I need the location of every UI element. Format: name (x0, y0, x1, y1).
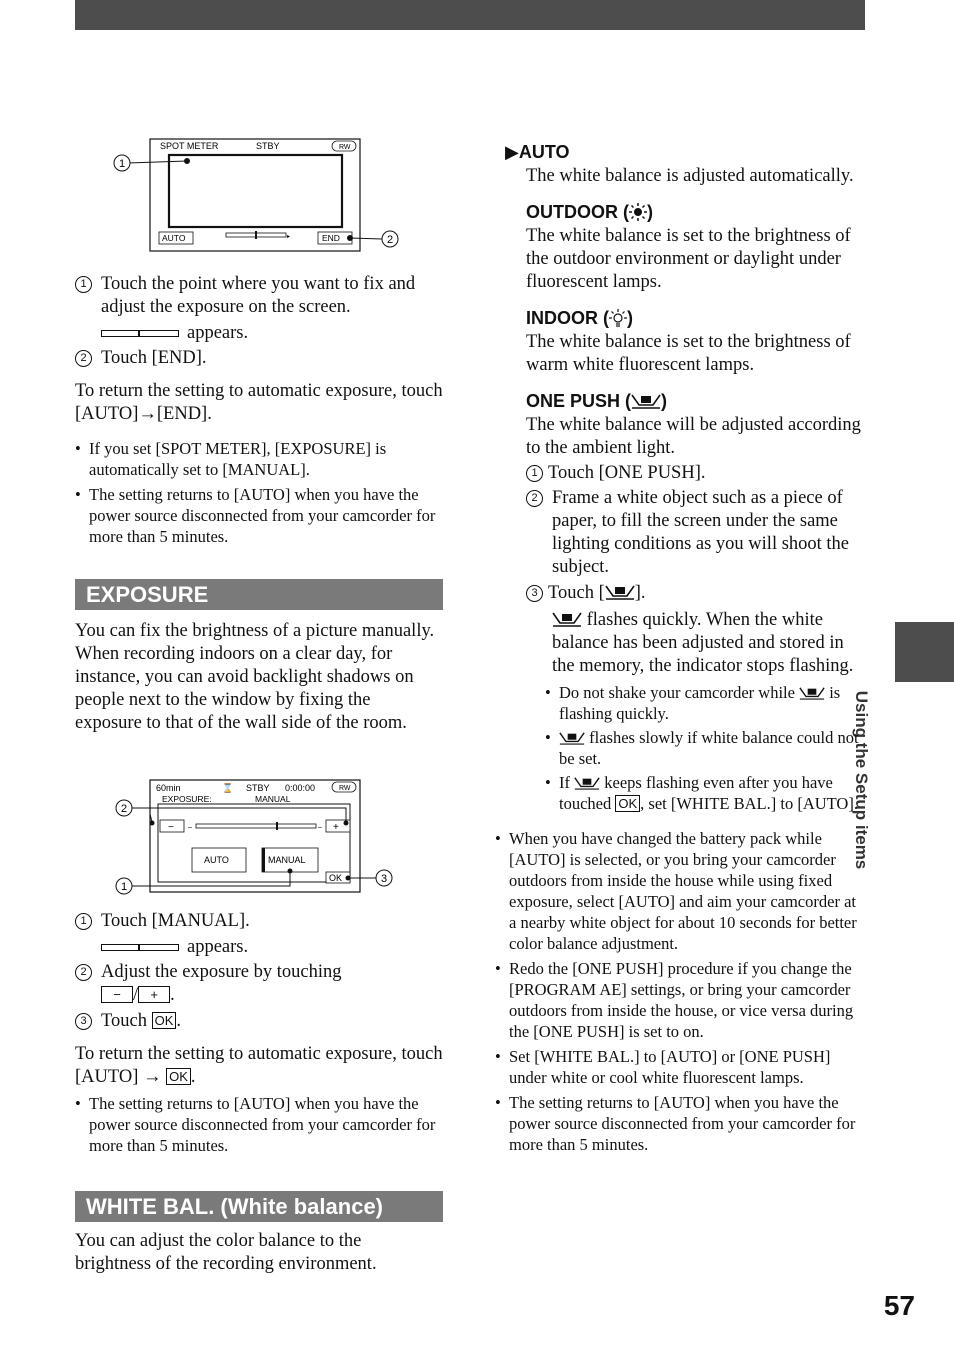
note-item: • flashes slowly if white balance could not be set. (545, 727, 867, 769)
op-step-1: 1 Touch [ONE PUSH]. (526, 462, 867, 485)
step-1 (75, 273, 445, 319)
exposure-label: EXPOSURE: (162, 794, 212, 804)
svg-text:RW: RW (339, 785, 351, 792)
svg-text:–: – (318, 824, 322, 831)
exposure-value: MANUAL (255, 794, 291, 804)
svg-text:2: 2 (120, 803, 128, 815)
step-number-icon: 1 (526, 465, 543, 482)
stby-label: STBY (256, 141, 280, 151)
auto-button[interactable] (159, 232, 193, 244)
svg-text:AUTO: AUTO (162, 233, 186, 243)
step-2 (75, 347, 445, 370)
spot-meter-screen-illustration (110, 135, 410, 255)
note-item: • The setting returns to [AUTO] when you have the power source disconnected from your camcorder for more than 5 minutes. (495, 1092, 867, 1155)
svg-text:END: END (322, 233, 340, 243)
spot-meter-steps (75, 273, 445, 547)
time-counter: 0:00:00 (285, 783, 316, 793)
ok-key: OK (615, 795, 640, 812)
svg-text:1: 1 (118, 158, 126, 170)
ok-key: OK (166, 1068, 191, 1085)
section-tab (895, 622, 954, 682)
option-auto-title: ▶AUTO (505, 142, 570, 162)
battery-indicator: 60min (156, 783, 181, 793)
step-1-appears: appears. (75, 936, 445, 959)
white-bal-intro: You can adjust the color balance to the brightness of the recording environment. (75, 1231, 377, 1274)
exposure-screen-illustration (110, 776, 410, 896)
exposure-section (75, 579, 443, 735)
step-number-icon: 2 (526, 490, 543, 507)
one-push-icon (559, 731, 585, 745)
svg-text:–: – (188, 824, 192, 831)
return-instruction: To return the setting to automatic exposure, touch [AUTO]→[END]. (75, 381, 443, 424)
note-item: • If keeps flashing even after you have touched OK , set [WHITE BAL.] to [AUTO]. (545, 772, 867, 814)
minus-button[interactable] (160, 820, 184, 833)
note-item: • If you set [SPOT METER], [EXPOSURE] is automatically set to [MANUAL]. (75, 438, 445, 480)
white-bal-section (75, 1191, 443, 1276)
stby-label: STBY (246, 783, 270, 793)
section-heading-white-bal: WHITE BAL. (White balance) (75, 1191, 443, 1222)
auto-button[interactable] (192, 848, 246, 872)
one-push-icon (574, 776, 600, 790)
page-number: 57 (883, 1290, 915, 1321)
note-item: • Redo the [ONE PUSH] procedure if you change the [PROGRAM AE] settings, or bring your camcorder outdoors from inside the house, or vice versa during the [ONE PUSH] is set to on. (495, 958, 867, 1042)
end-button[interactable] (318, 232, 352, 244)
svg-text:+: + (333, 822, 339, 833)
sun-icon (629, 203, 647, 221)
tape-icon: ⌛ (222, 783, 234, 793)
bulb-icon (609, 309, 627, 327)
section-heading-exposure: EXPOSURE (75, 579, 443, 610)
step-text: Touch [END]. (101, 348, 207, 368)
option-auto-text: The white balance is adjusted automatically. (526, 166, 854, 186)
ok-key: OK (152, 1012, 177, 1029)
header-bar (75, 0, 865, 30)
one-push-icon (799, 686, 825, 700)
white-bal-notes (495, 828, 867, 1155)
minus-key: − (101, 986, 133, 1003)
exposure-steps (75, 910, 445, 1156)
svg-text:2: 2 (386, 234, 394, 246)
note-item: • The setting returns to [AUTO] when you have the power source disconnected from your camcorder for more than 5 minutes. (75, 484, 445, 547)
op-notes (526, 682, 867, 814)
rw-badge-text: RW (339, 144, 351, 151)
return-instruction: To return the setting to automatic exposure, touch [AUTO] → OK . (75, 1044, 443, 1087)
step-1-appears: appears. (75, 322, 445, 345)
step-number-icon: 1 (75, 276, 92, 293)
step-number-icon: 2 (75, 350, 92, 367)
one-push-steps (526, 462, 867, 814)
exposure-bar-icon (101, 944, 179, 951)
step-2: 2 Adjust the exposure by touching − / + . (75, 961, 445, 1007)
note-item: • Set [WHITE BAL.] to [AUTO] or [ONE PUSH] under white or cool white fluorescent lamps. (495, 1046, 867, 1088)
step-number-icon: 3 (75, 1013, 92, 1030)
option-indoor-title: INDOOR ( ) (526, 308, 633, 328)
note-item: • When you have changed the battery pack while [AUTO] is selected, or you bring your camcorder outdoors from inside the house while using fixed exposure, select [AUTO] and aim your camcorder at a nearby white object for about 10 seconds for better color balance adjustment. (495, 828, 867, 954)
svg-text:−: − (168, 822, 174, 833)
plus-key: + (138, 986, 170, 1003)
svg-text:3: 3 (380, 873, 388, 885)
step-1: 1 Touch [MANUAL]. (75, 910, 445, 933)
one-push-icon (605, 584, 635, 600)
step-number-icon: 2 (75, 964, 92, 981)
exposure-bar-icon (101, 330, 179, 337)
svg-text:1: 1 (120, 881, 128, 893)
svg-text:AUTO: AUTO (204, 855, 229, 865)
option-outdoor-text: The white balance is set to the brightness of the outdoor environment or daylight under fluorescent lamps. (526, 226, 851, 292)
note-item: • Do not shake your camcorder while is flashing quickly. (545, 682, 867, 724)
notes-list (75, 1093, 445, 1156)
svg-text:OK: OK (329, 873, 343, 883)
exposure-intro: You can fix the brightness of a picture manually. When recording indoors on a clear day, for instance, you can avoid backlight shadows on people next to the window by fixing the exposure to that of the wall side of the room. (75, 621, 435, 733)
default-marker-icon: ▶ (505, 142, 519, 162)
svg-text:MANUAL: MANUAL (268, 855, 306, 865)
step-3: 3 Touch OK . (75, 1010, 445, 1033)
one-push-icon (631, 393, 661, 409)
option-onepush-title: ONE PUSH ( ) (526, 391, 668, 411)
option-indoor-text: The white balance is set to the brightness of warm white fluorescent lamps. (526, 332, 851, 375)
step-number-icon: 3 (526, 585, 543, 602)
op-step-3: 3 Touch [ ]. (526, 582, 867, 605)
side-tab-label: Using the Setup items (852, 690, 871, 870)
option-outdoor-title: OUTDOOR ( ) (526, 202, 653, 222)
op-step-3-detail: flashes quickly. When the white balance has been adjusted and stored in the memory, the indicator stops flashing. (552, 610, 854, 676)
white-bal-options (495, 140, 867, 1155)
notes-list (75, 438, 445, 547)
manual-button[interactable] (262, 848, 318, 872)
svg-text:▸: ▸ (287, 234, 291, 240)
spot-meter-label: SPOT METER (160, 141, 219, 151)
one-push-icon (552, 611, 582, 627)
op-step-2: 2 Frame a white object such as a piece of paper, to fill the screen under the same lighting conditions as you will shoot the subject. (526, 487, 867, 579)
option-onepush-text: The white balance will be adjusted according to the ambient light. (526, 415, 861, 458)
step-text: Touch the point where you want to fix and adjust the exposure on the screen. (101, 274, 416, 317)
note-item: • The setting returns to [AUTO] when you have the power source disconnected from your camcorder for more than 5 minutes. (75, 1093, 445, 1156)
step-number-icon: 1 (75, 913, 92, 930)
